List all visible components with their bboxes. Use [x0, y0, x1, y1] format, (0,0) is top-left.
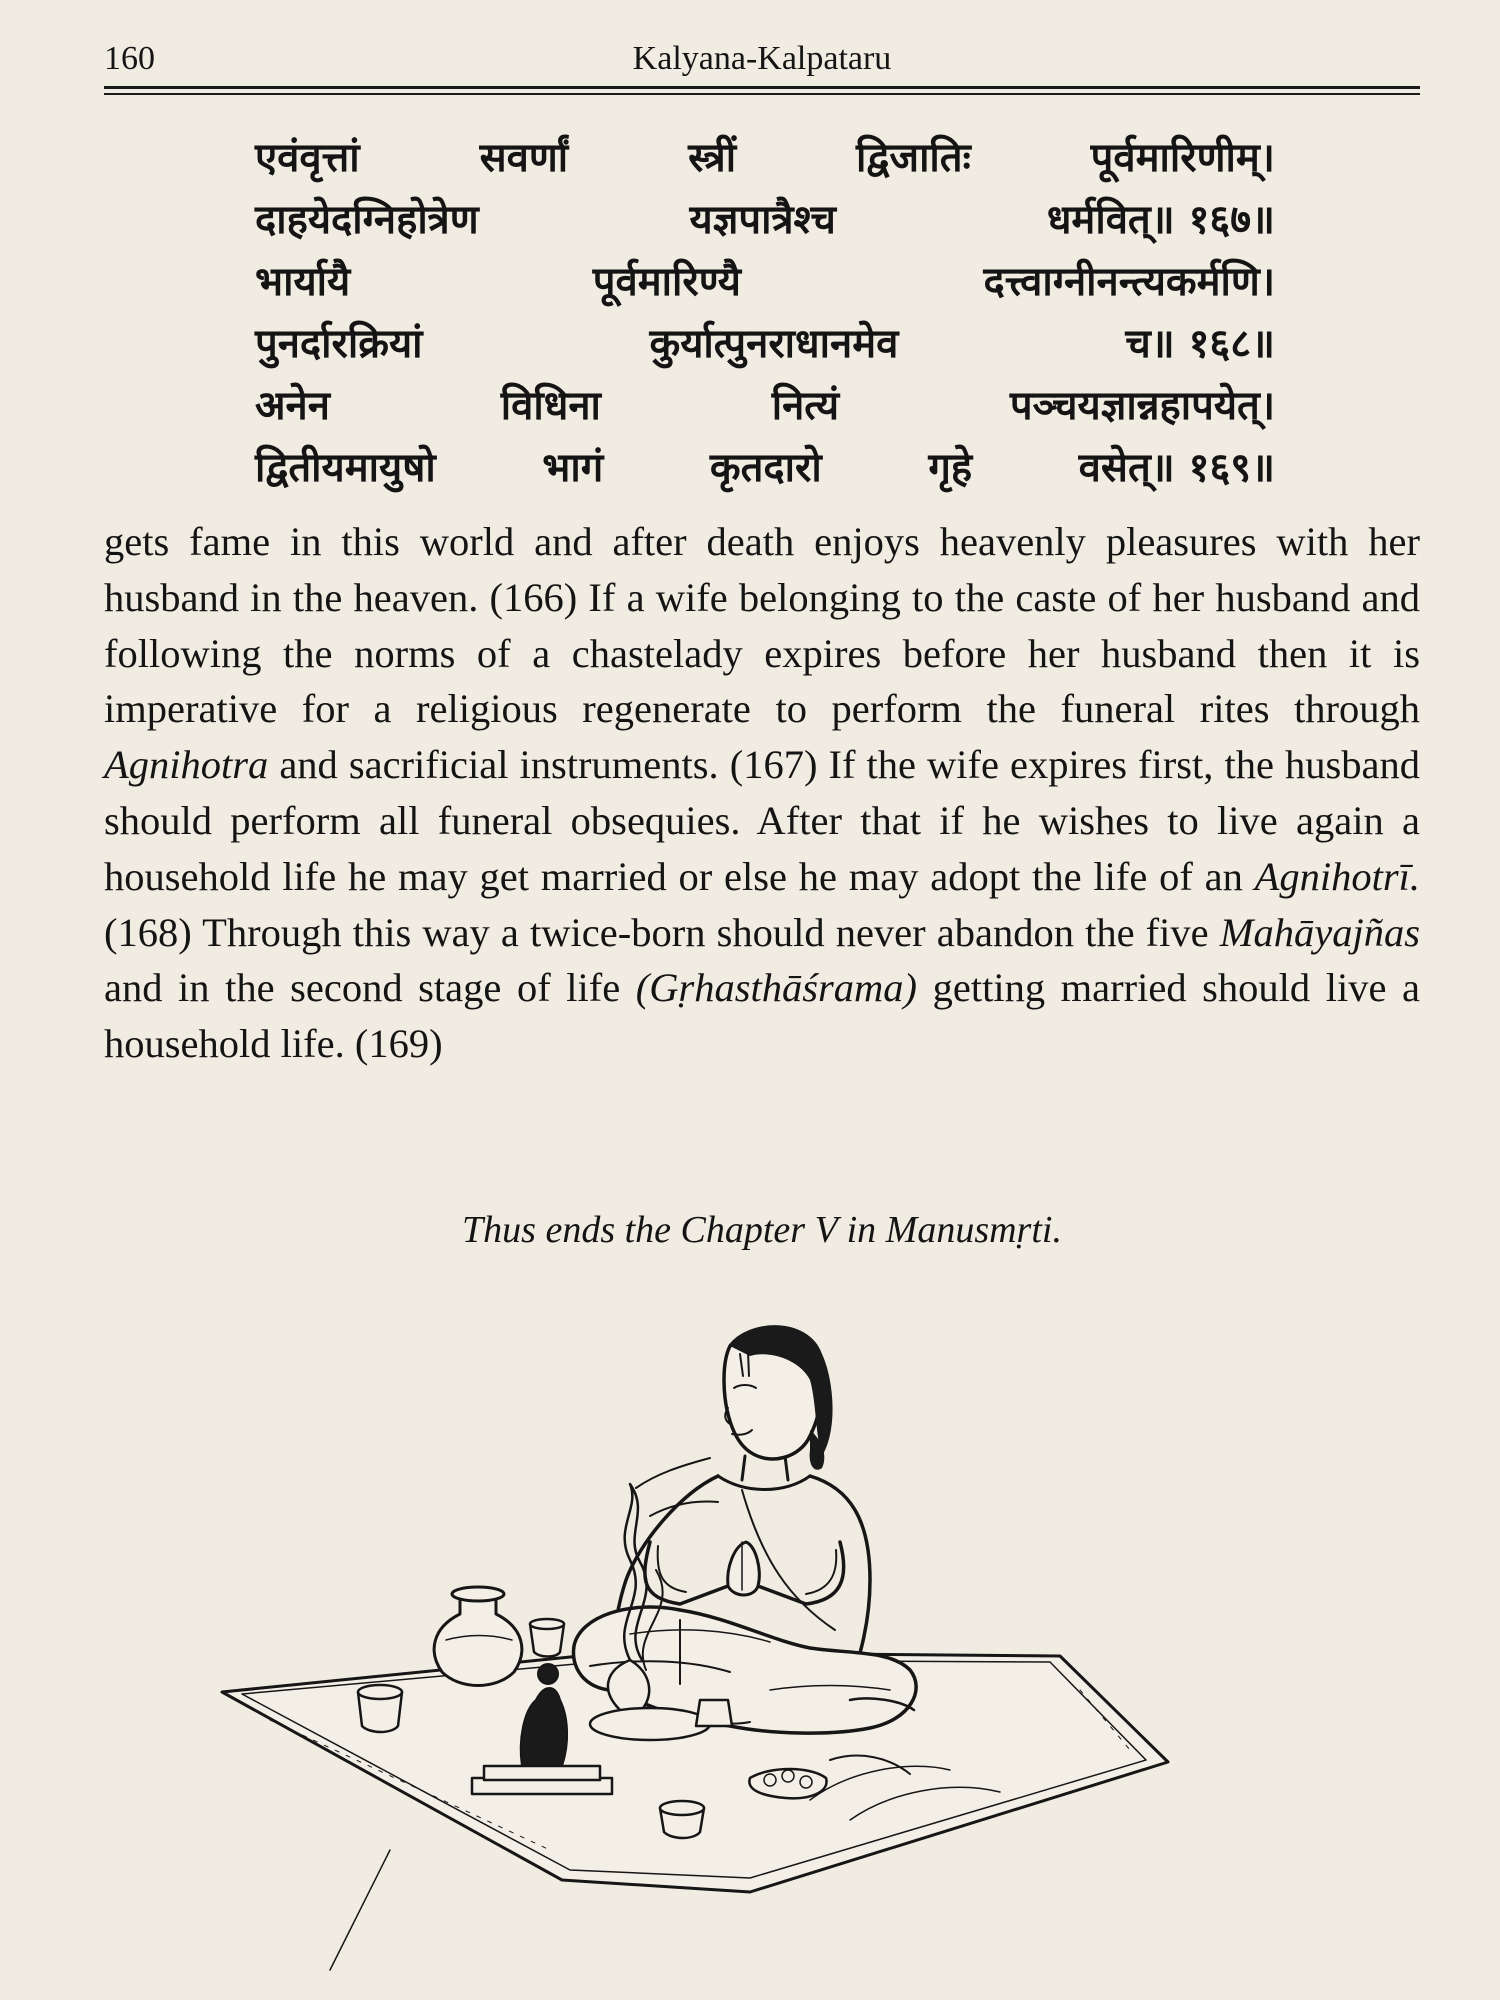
verse-line	[255, 438, 1275, 500]
verse-word: च॥ १६८॥	[1125, 321, 1275, 367]
verse-word: वसेत्॥ १६९॥	[1078, 445, 1275, 491]
verse-word: द्विजातिः	[856, 135, 971, 181]
verse-word: कुर्यात्पुनराधानमेव	[649, 321, 899, 367]
chapter-end-line: Thus ends the Chapter V in Manusmṛti.	[462, 1209, 1062, 1251]
italic-term: Mahāyajñas	[1219, 909, 1420, 955]
verse-word: पुनर्दारक्रियां	[255, 321, 423, 367]
verse-word: विधिना	[500, 383, 601, 429]
verse-word: नित्यं	[771, 383, 840, 429]
translation-text: and sacrificial instruments. (167) If the wife expires first, the husband should perform all funeral obsequies. After that if he wishes to live again a household life he may get married or else he may adopt the life of an	[104, 742, 1420, 899]
verse-line	[255, 252, 1275, 314]
verse-word: धर्मवित्॥ १६७॥	[1046, 197, 1275, 243]
verse-word: अनेन	[255, 383, 330, 429]
verse-word: द्वितीयमायुषो	[255, 445, 436, 491]
verse-word: सवर्णां	[479, 135, 569, 181]
translation-text: getting married should live a household life. (169)	[104, 965, 1420, 1067]
verse-word: पूर्वमारिण्यै	[592, 259, 741, 305]
italic-term: Agnihotra	[104, 742, 269, 788]
verse-word: पूर्वमारिणीम्।	[1090, 135, 1275, 181]
verse-word: यज्ञपात्रैश्च	[689, 197, 836, 243]
translation-text: and in the second stage of life	[104, 965, 636, 1011]
translation-paragraph	[104, 514, 1420, 1072]
verse-line	[255, 128, 1275, 190]
verse-line	[255, 314, 1275, 376]
verse-word: दत्त्वाग्नीनन्त्यकर्मणि।	[983, 259, 1275, 305]
italic-term: (Gṛhasthāśrama)	[635, 965, 918, 1011]
verse-line	[255, 190, 1275, 252]
verse-word: पञ्चयज्ञान्नहापयेत्।	[1009, 383, 1275, 429]
seated-brahmin-fire-ritual-illustration	[210, 1280, 1210, 2000]
sanskrit-verses	[255, 128, 1275, 500]
verse-word: भागं	[542, 445, 604, 491]
verse-word: गृहे	[928, 445, 973, 491]
verse-word: स्त्रीं	[688, 135, 737, 181]
verse-word: कृतदारो	[709, 445, 822, 491]
verse-word: एवंवृत्तां	[255, 135, 360, 181]
header-rule-thick	[104, 86, 1420, 89]
italic-term: Agnihotrī.	[1254, 853, 1420, 899]
running-title: Kalyana-Kalpataru	[632, 40, 892, 77]
translation-text: gets fame in this world and after death enjoys heavenly pleasures with her husband in the heaven. (166) If a wife belonging to the caste of her husband and following the norms of a chastelady expires before her husband then it is imperative for a religious regenerate to perform the funeral rites through	[104, 519, 1420, 732]
page-number: 160	[104, 40, 155, 77]
page-header	[104, 38, 1420, 84]
verse-line	[255, 376, 1275, 438]
verse-word: भार्यायै	[255, 259, 351, 305]
verse-word: दाहयेदग्निहोत्रेण	[255, 197, 479, 243]
translation-text: (168) Through this way a twice-born should never abandon the five	[104, 909, 1220, 955]
header-rule-thin	[104, 93, 1420, 95]
